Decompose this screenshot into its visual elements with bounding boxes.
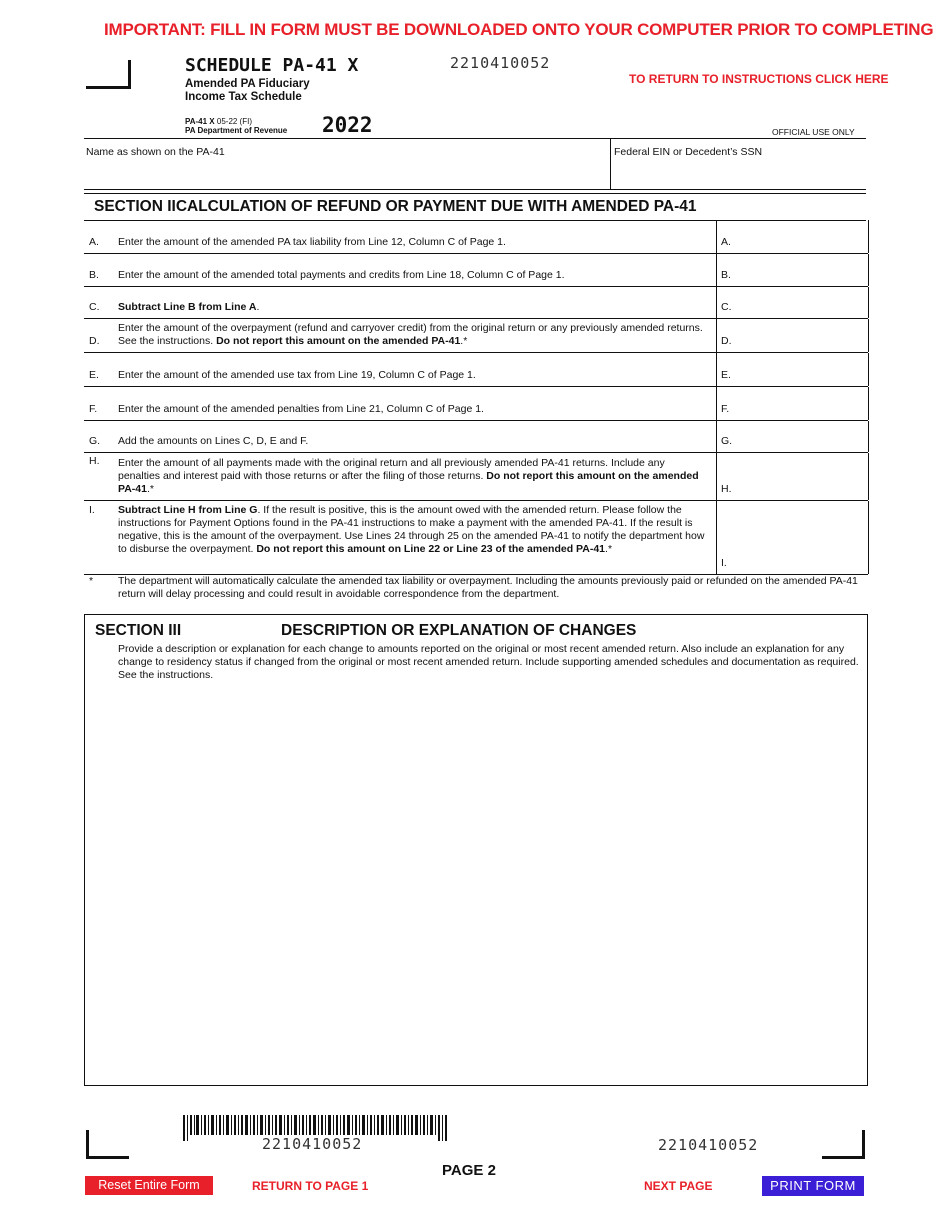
line-a-box[interactable] <box>716 220 869 253</box>
line-text-plain: Enter the amount of the overpayment (refund and carryover credit) from the original return or any previously amended returns. See the instructions. <box>118 322 703 347</box>
next-page-link[interactable]: NEXT PAGE <box>644 1179 713 1193</box>
box-label: F. <box>721 403 730 415</box>
form-code: PA-41 X <box>185 117 215 126</box>
line-c <box>84 287 868 319</box>
identity-box <box>84 138 866 190</box>
box-label: C. <box>721 301 732 313</box>
line-c-box[interactable] <box>716 287 869 318</box>
explanation-textarea[interactable] <box>93 687 859 1081</box>
subtitle-line-1: Amended PA Fiduciary <box>185 78 310 90</box>
return-to-instructions-link[interactable]: TO RETURN TO INSTRUCTIONS CLICK HERE <box>629 72 889 86</box>
footnote-star: * <box>89 575 94 587</box>
identity-divider <box>610 139 611 189</box>
line-letter: B. <box>89 269 99 281</box>
name-input[interactable] <box>86 161 608 187</box>
line-letter: D. <box>89 335 100 347</box>
line-text-bold: Do not report this amount on the amended PA-41 <box>118 470 699 495</box>
line-text: Enter the amount of the amended total payments and credits from Line 18, Column C of Page 1. <box>118 269 565 281</box>
box-label: H. <box>721 483 732 495</box>
line-letter: E. <box>89 369 99 381</box>
name-label: Name as shown on the PA-41 <box>86 146 225 158</box>
box-label: G. <box>721 435 733 447</box>
section-2-prefix: SECTION II <box>94 198 176 215</box>
page-number: PAGE 2 <box>442 1162 496 1179</box>
line-text-plain: . If the result is positive, this is the amount owed with the amended return. Please follow the instructions for Payment Options found in the PA-41 instructions to make a payment with the amended PA-41. If the result is negative, this is the amount of the overpayment. Use Lines 24 through 25 on the amended PA-41 to notify the department how to disburse the overpayment. <box>118 504 705 555</box>
return-to-page-1-link[interactable]: RETURN TO PAGE 1 <box>252 1179 369 1193</box>
line-e-box[interactable] <box>716 353 869 386</box>
official-use-label: OFFICIAL USE ONLY <box>772 127 855 137</box>
line-text-after: .* <box>605 543 613 555</box>
line-a <box>84 220 868 254</box>
ocr-code-top: 2210410052 <box>450 54 551 72</box>
ocr-code-bottom: 2210410052 <box>658 1136 759 1154</box>
registration-mark-bottom-left <box>86 1130 129 1159</box>
line-letter: I. <box>89 504 95 516</box>
line-d <box>84 319 868 353</box>
important-notice: IMPORTANT: FILL IN FORM MUST BE DOWNLOADED ONTO YOUR COMPUTER PRIOR TO COMPLETING <box>104 20 934 39</box>
barcode-text: 2210410052 <box>262 1135 363 1153</box>
line-letter: F. <box>89 403 98 415</box>
line-b <box>84 254 868 287</box>
line-text: Enter the amount of the amended use tax from Line 19, Column C of Page 1. <box>118 369 476 381</box>
section-2-title: CALCULATION OF REFUND OR PAYMENT DUE WITH AMENDED PA-41 <box>175 198 697 215</box>
box-label: A. <box>721 236 731 248</box>
line-text-after: .* <box>146 483 154 495</box>
line-f <box>84 387 868 421</box>
tax-year: 2022 <box>322 113 373 137</box>
form-code-block <box>185 117 287 135</box>
line-letter: A. <box>89 236 99 248</box>
line-text-bold: Subtract Line B from Line A <box>118 301 257 313</box>
line-h <box>84 453 868 501</box>
line-text-plain: Enter the amount of all payments made with the original return and all previously amended PA-41 returns. Include any penalties and interest paid with those returns or after the filing of those returns. <box>118 457 665 482</box>
footnote-text: The department will automatically calculate the amended tax liability or overpayment. Including the amounts previously paid or refunded on the amended PA-41 return will delay processing and could result in avoidable correspondence from the department. <box>118 575 858 600</box>
department-name: PA Department of Revenue <box>185 126 288 135</box>
line-i <box>84 501 868 575</box>
section-3-title: DESCRIPTION OR EXPLANATION OF CHANGES <box>281 622 637 639</box>
registration-mark-bottom-right <box>822 1130 865 1159</box>
line-text <box>118 457 708 496</box>
subtitle-line-2: Income Tax Schedule <box>185 91 302 103</box>
box-label: B. <box>721 269 731 281</box>
ein-input[interactable] <box>614 161 866 187</box>
line-text <box>118 301 708 314</box>
line-letter: H. <box>89 455 100 467</box>
line-text: Enter the amount of the amended PA tax liability from Line 12, Column C of Page 1. <box>118 236 506 248</box>
line-h-box[interactable] <box>716 453 869 500</box>
line-text <box>118 504 708 556</box>
line-text <box>118 322 708 348</box>
line-text: Enter the amount of the amended penalties from Line 21, Column C of Page 1. <box>118 403 484 415</box>
line-text-after: .* <box>460 335 468 347</box>
section-3 <box>84 614 868 1086</box>
section-3-description: Provide a description or explanation for each change to amounts reported on the original or most recent amended return. Also include an explanation for any change to residency status if changed from the original or most recent amended return. Include supporting amended schedules and documentation as required. See the instructions. <box>118 643 859 681</box>
ein-label: Federal EIN or Decedent’s SSN <box>614 146 763 158</box>
print-form-button[interactable]: PRINT FORM <box>762 1176 864 1196</box>
section-3-prefix: SECTION III <box>95 622 182 639</box>
line-e <box>84 353 868 387</box>
line-text-bold: Do not report this amount on Line 22 or Line 23 of the amended PA-41 <box>256 543 606 555</box>
line-f-box[interactable] <box>716 387 869 420</box>
schedule-subtitle <box>185 78 310 104</box>
line-text: Add the amounts on Lines C, D, E and F. <box>118 435 309 447</box>
line-text-after: . <box>256 301 260 313</box>
schedule-title: SCHEDULE PA-41 X <box>185 55 359 76</box>
registration-mark-top-left <box>86 60 131 89</box>
line-letter: C. <box>89 301 100 313</box>
line-g-box[interactable] <box>716 421 869 452</box>
box-label: E. <box>721 369 731 381</box>
line-g <box>84 421 868 453</box>
box-label: I. <box>721 557 727 569</box>
calculation-lines <box>84 220 868 575</box>
line-d-box[interactable] <box>716 319 869 352</box>
line-text-bold: Do not report this amount on the amended PA-41 <box>216 335 461 347</box>
line-text-bold-first: Subtract Line H from Line G <box>118 504 258 516</box>
section-2-header <box>84 193 866 221</box>
line-b-box[interactable] <box>716 254 869 286</box>
reset-form-button[interactable]: Reset Entire Form <box>85 1176 213 1195</box>
line-i-box[interactable] <box>716 501 869 574</box>
line-letter: G. <box>89 435 101 447</box>
box-label: D. <box>721 335 732 347</box>
form-version: 05-22 (FI) <box>216 117 252 126</box>
